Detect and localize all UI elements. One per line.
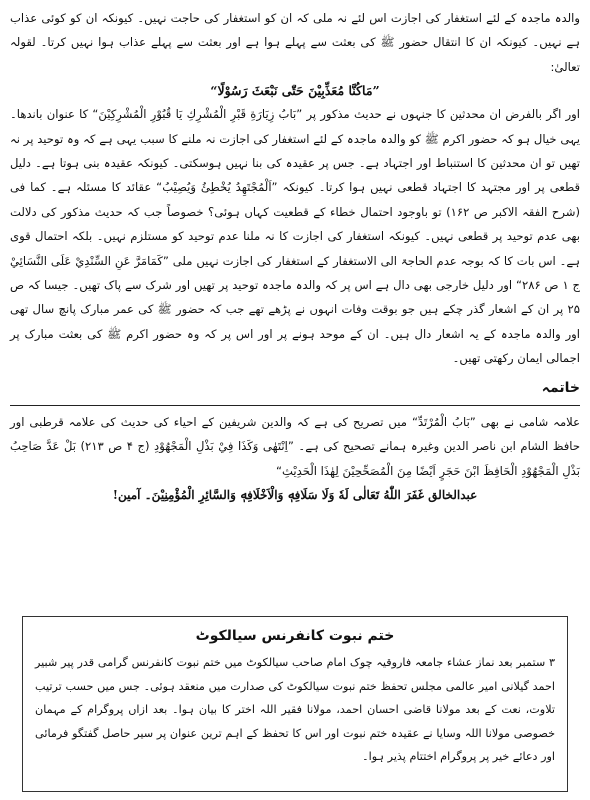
heading-divider — [10, 405, 580, 406]
paragraph-conclusion: علامہ شامی نے بھی ”بَابُ الْمُرْتَدِّ“ میں تصریح کی ہے کہ والدین شریفین کے احیاء کی حدیث کی علامہ قرطبی اور حافظ الشام ابن ناصر الدین وغیرہ ہمانے تصحیح کی ہے۔ ”اِنْتَهٰى وَكَذَا فِيْ بَذْلِ الْمَجْهُوْدِ (ج ۴ ص ۲۱۳) بَلْ عَدَّ صَاحِبُ بَذْلِ الْمَجْهُوْدِ الْحَافِظَ ابْنَ حَجَرٍ اَيْضًا مِنَ الْمُصَحِّحِيْنَ لِهٰذَا الْحَدِيْثِ“ — [10, 414, 580, 478]
closing-signature-line: عبدالخالق غَفَرَ اللّٰهُ تَعَالٰى لَهٗ وَلَا سَلَافِهٖ وَالْاَخْلَافِهٖ وَالسَّائِرِ الْمُؤْمِنِيْنَ۔ آمین! — [112, 487, 478, 502]
paragraph-main-argument: اور اگر بالفرض ان محدثین کا جنہوں نے حدیث مذکور پر ”بَابُ زِيَارَةِ قَبْرِ الْمُشْرِكِ يَا قُبُوْرِ الْمُشْرِكِيْنَ“ کا عنوان باندھا۔ یہی خیال ہو کہ حضور اکرم ﷺ کو والدہ ماجدہ کے لئے استغفار کی اجازت نہ ملنے کا سبب یہی ہے کہ وہ توحید پر نہ تھیں تو ان محدثین کا استنباط اور اجتہاد ہے۔ جس پر عقیدہ کی بنا نہیں ہوسکتی۔ کیونکہ عقیدہ بنی ہوتا ہے۔ دلیل قطعی پر اور مجتہد کا اجتہاد قطعی نہیں ہوا کرتا۔ کیونکہ ”اَلْمُجْتَهِدُ يُخْطِئُ وَيُصِيْبُ“ عقائد کا مسئلہ ہے۔ کما فی (شرح الفقہ الاکبر ص ۱۶۲) تو باوجود احتمال خطاء کے قطعیت کہاں ہوئی؟ خصوصاً جب کہ حدیث مذکور کی دلالت بھی عدم توحید پر قطعی نہیں۔ کیونکہ استغفار کی اجازت کا نہ ملنا عدم توحید کو مستلزم نہیں۔ بلکہ احتمال قوی ہے۔ اس بات کا کہ بوجہ عدم الحاجۃ الی الاستغفار کے استغفار کی اجازت نہیں ملی ”كَمَامَرَّ عَنِ السِّنْدِيْ عَلَى النَّسَائِيْ ج ۱ ص ۲۸۶“ اور دلیل خارجی بھی دال ہے اس پر کہ والدہ ماجدہ توحید پر تھیں اور شرک سے پاک تھیں۔ جیسا کہ ص ۲۵ پر ان کے اشعار گذر چکے ہیں جو بوقت وفات انہوں نے پڑھے تھے جب کہ حضور ﷺ کی عمر مبارک پانچ سال تھی اور والدہ ماجدہ کے یہ اشعار دال ہیں۔ ان کے موحد ہونے پر اور اس پر کہ وہ حضور اکرم ﷺ کی بعثت مبارک پر اجمالی ایمان رکھتی تھیں۔ — [10, 107, 581, 366]
conference-notice-box — [22, 616, 568, 792]
paragraph-opening: والدہ ماجدہ کے لئے استغفار کی اجازت اس لئے نہ ملی کہ ان کو استغفار کی حاجت نہیں۔ کیونکہ ان کو کوئی عذاب ہے نہیں۔ کیونکہ ان کا انتقال حضور ﷺ کی بعثت سے پہلے ہوا ہے اور بعثت سے پہلے عذاب ہوا نہیں کرتا۔ لقولہ تعالیٰ: — [10, 11, 580, 74]
quran-verse: ”مَاكُنَّا مُعَذِّبِيْنَ حَتّٰى نَبْعَثَ رَسُوْلًا“ — [210, 83, 380, 99]
section-heading-khatima: خاتمہ — [541, 379, 580, 396]
notice-body: ۳ ستمبر بعد نماز عشاء جامعہ فاروقیہ چوک امام صاحب سیالکوٹ میں ختم نبوت کانفرنس گرامی قدر پیر شبیر احمد گیلانی امیر عالمی مجلس تحفظ ختم نبوت سیالکوٹ کی صدارت میں منعقد ہوئی۔ جس میں حسب ترتیب تلاوت، نعت کے بعد مولانا قاضی احسان احمد، مولانا فقیر اللہ اختر کا بیان ہوا۔ بعد ازاں پروگرام کے مہمان خصوصی مولانا اللہ وسایا نے عقیدہ ختم نبوت اور اس کا تحفظ کے اہم ترین عنوان پر سیر حاصل گفتگو فرمائی اور دعائے خیر پر پروگرام اختتام پذیر ہوا۔ — [35, 656, 555, 763]
notice-title: ختم نبوت کانفرنس سیالکوٹ — [195, 628, 395, 644]
article-body — [10, 6, 580, 507]
